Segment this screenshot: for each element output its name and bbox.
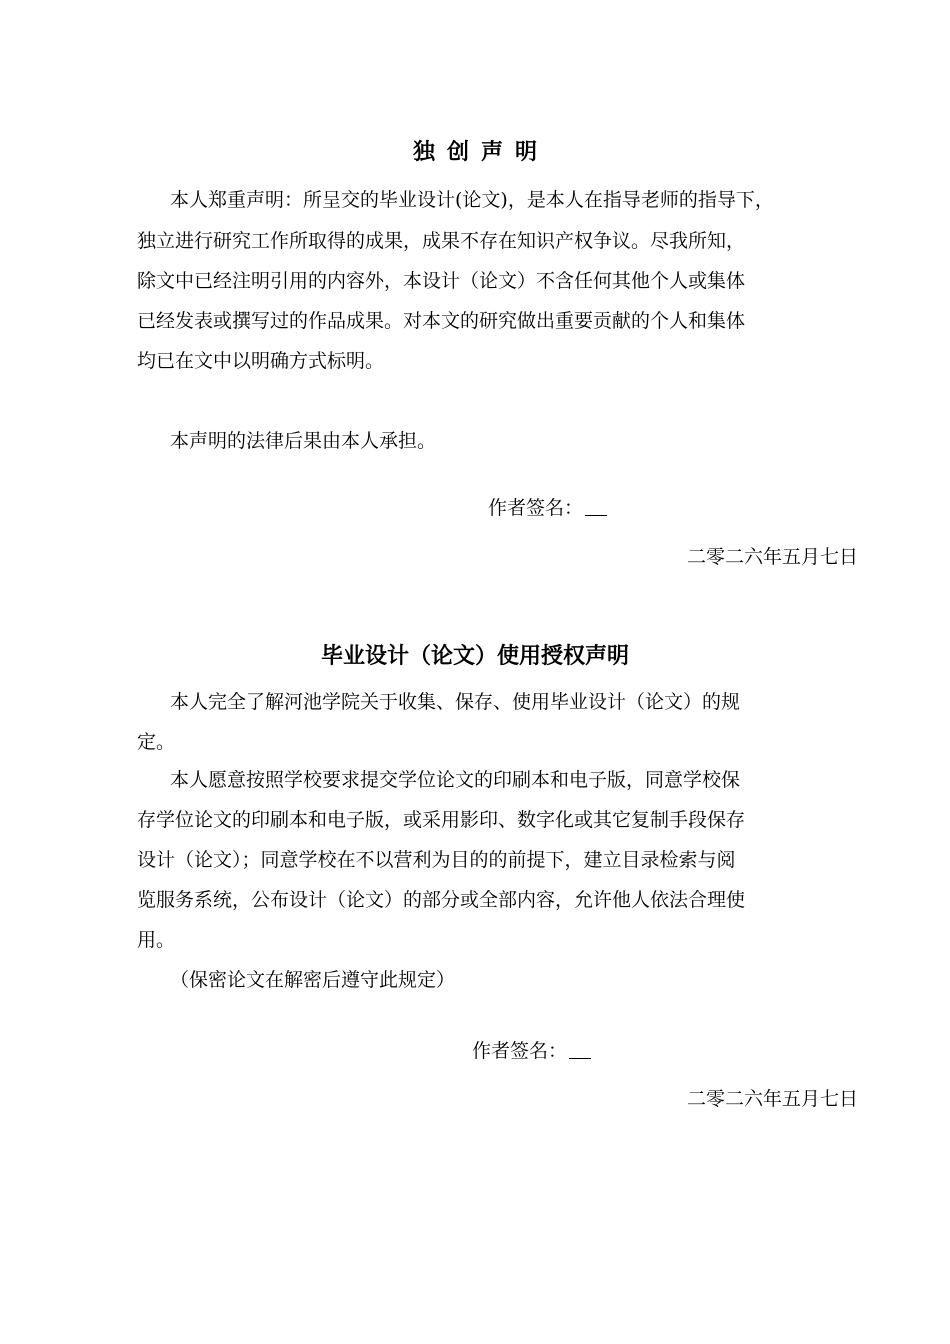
- author-signature-2: [472, 1037, 591, 1065]
- date-1: 二零二六年五月七日: [686, 546, 858, 568]
- originality-line-3: 除文中已经注明引用的内容外，本设计（论文）不含任何其他个人或集体: [137, 270, 746, 292]
- signature-label: 作者签名：: [472, 1040, 568, 1062]
- confidentiality-note: （保密论文在解密后遵守此规定）: [170, 969, 456, 991]
- originality-line-4: 已经发表或撰写过的作品成果。对本文的研究做出重要贡献的个人和集体: [137, 310, 746, 332]
- authorization-title: 毕业设计（论文）使用授权声明: [320, 644, 629, 669]
- liability-statement: 本声明的法律后果由本人承担。: [170, 430, 437, 452]
- author-signature-1: [488, 494, 607, 522]
- authorization-line-2: 定。: [137, 731, 176, 753]
- authorization-line-4: 存学位论文的印刷本和电子版，或采用影印、数字化或其它复制手段保存: [137, 809, 746, 831]
- date-2: 二零二六年五月七日: [686, 1088, 858, 1110]
- signature-blank: [585, 513, 607, 516]
- authorization-line-6: 览服务系统，公布设计（论文）的部分或全部内容，允许他人依法合理使: [137, 889, 746, 911]
- originality-line-2: 独立进行研究工作所取得的成果，成果不存在知识产权争议。尽我所知，: [137, 230, 746, 252]
- signature-label: 作者签名：: [488, 497, 584, 519]
- authorization-line-1: 本人完全了解河池学院关于收集、保存、使用毕业设计（论文）的规: [170, 691, 741, 713]
- originality-line-1: 本人郑重声明：所呈交的毕业设计(论文)，是本人在指导老师的指导下，: [170, 189, 774, 211]
- authorization-line-5: 设计（论文）；同意学校在不以营利为目的的前提下，建立目录检索与阅: [137, 849, 736, 871]
- authorization-line-3: 本人愿意按照学校要求提交学位论文的印刷本和电子版，同意学校保: [170, 769, 741, 791]
- signature-blank: [569, 1056, 591, 1059]
- originality-line-5: 均已在文中以明确方式标明。: [137, 350, 385, 372]
- authorization-line-7: 用。: [137, 929, 176, 951]
- originality-title: 独创声明: [412, 140, 549, 165]
